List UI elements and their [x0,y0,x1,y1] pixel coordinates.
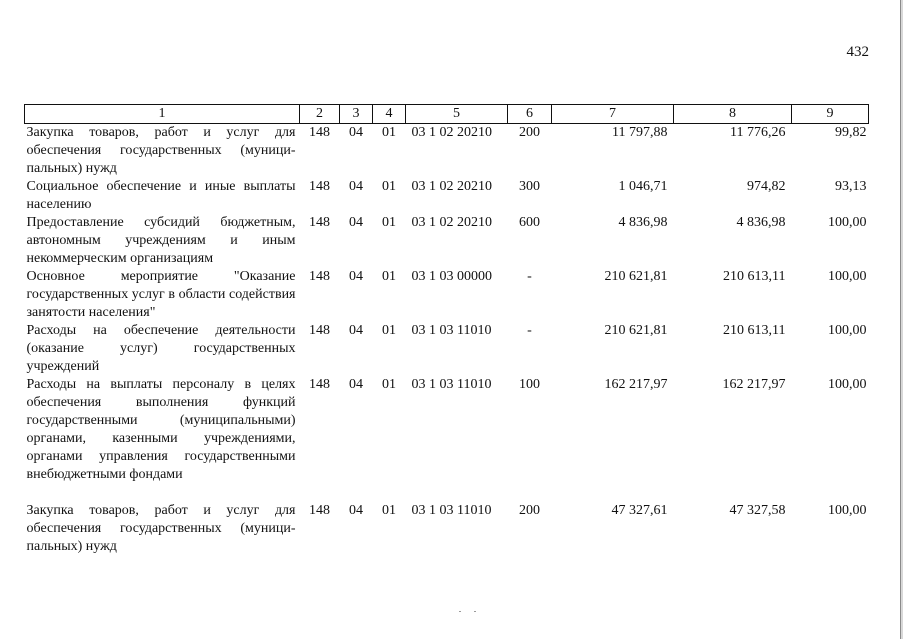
column-header: 6 [508,105,552,124]
expense-type-code: 200 [519,503,540,518]
planned-amount: 1 046,71 [618,179,668,194]
ministry-code: 148 [309,503,330,518]
execution-percent: 100,00 [828,323,867,338]
planned-amount: 11 797,88 [612,125,668,140]
scan-speck [459,611,461,612]
section-code: 04 [349,125,363,140]
execution-percent: 100,00 [828,377,867,392]
section-code: 04 [349,377,363,392]
section-code: 04 [349,215,363,230]
target-article-code: 03 1 03 11010 [411,503,492,518]
column-header: 5 [406,105,508,124]
column-header: 7 [552,105,674,124]
section-code: 04 [349,323,363,338]
budget-execution-table [24,104,869,556]
column-header: 2 [300,105,340,124]
subsection-code: 01 [382,215,396,230]
target-article-code: 03 1 02 20210 [411,179,492,194]
target-article-code: 03 1 02 20210 [411,125,492,140]
planned-amount: 47 327,61 [611,503,668,518]
table-row [25,268,869,322]
column-header: 8 [674,105,792,124]
expense-type-code: - [527,323,532,338]
table-spacer [25,484,869,502]
column-header: 9 [792,105,869,124]
subsection-code: 01 [382,125,396,140]
table-spacer-row [25,484,869,502]
row-description: Закупка товаров, работ и услуг для обеспечения государственных (муници-пальных) нужд [26,125,296,176]
row-description: Расходы на выплаты персоналу в целях обеспечения выполнения функций государственными (муниципальными) органами, казенными учреждениями, органами управления государственными внебюджетными фондами [26,377,296,482]
expense-type-code: 200 [519,125,540,140]
ministry-code: 148 [309,377,330,392]
subsection-code: 01 [382,269,396,284]
table-row [25,124,869,179]
column-header: 3 [340,105,373,124]
expense-type-code: 300 [519,179,540,194]
planned-amount: 4 836,98 [618,215,668,230]
executed-amount: 47 327,58 [729,503,786,518]
execution-percent: 99,82 [835,125,867,140]
execution-percent: 100,00 [828,503,867,518]
subsection-code: 01 [382,323,396,338]
expense-type-code: 600 [519,215,540,230]
executed-amount: 210 613,11 [723,323,786,338]
subsection-code: 01 [382,179,396,194]
target-article-code: 03 1 02 20210 [411,215,492,230]
target-article-code: 03 1 03 11010 [411,377,492,392]
planned-amount: 210 621,81 [604,269,668,284]
table-header-row [25,105,869,124]
page-number: 432 [846,44,869,60]
row-description: Предоставление субсидий бюджетным, автономным учреждениям и иным некоммерческим организациям [26,215,296,266]
row-description: Основное мероприятие "Оказание государственных услуг в области содействия занятости населения" [26,269,296,320]
scan-speck [474,611,476,612]
section-code: 04 [349,503,363,518]
row-description: Социальное обеспечение и иные выплаты населению [26,179,296,212]
column-header: 4 [373,105,406,124]
section-code: 04 [349,269,363,284]
table-row [25,502,869,556]
execution-percent: 100,00 [828,269,867,284]
execution-percent: 100,00 [828,215,867,230]
expense-type-code: - [527,269,532,284]
table-row [25,178,869,214]
ministry-code: 148 [309,215,330,230]
executed-amount: 210 613,11 [723,269,786,284]
section-code: 04 [349,179,363,194]
expense-type-code: 100 [519,377,540,392]
target-article-code: 03 1 03 11010 [411,323,492,338]
planned-amount: 210 621,81 [604,323,668,338]
executed-amount: 4 836,98 [736,215,786,230]
executed-amount: 11 776,26 [730,125,786,140]
ministry-code: 148 [309,125,330,140]
row-description: Закупка товаров, работ и услуг для обеспечения государственных (муници-пальных) нужд [26,503,296,554]
executed-amount: 974,82 [747,179,786,194]
table-row [25,376,869,484]
column-header: 1 [25,105,300,124]
table-row [25,322,869,376]
ministry-code: 148 [309,323,330,338]
table-row [25,214,869,268]
ministry-code: 148 [309,269,330,284]
executed-amount: 162 217,97 [722,377,786,392]
scan-page-edge [900,0,901,639]
target-article-code: 03 1 03 00000 [411,269,492,284]
subsection-code: 01 [382,377,396,392]
execution-percent: 93,13 [835,179,867,194]
subsection-code: 01 [382,503,396,518]
row-description: Расходы на обеспечение деятельности (оказание услуг) государственных учреждений [26,323,296,374]
ministry-code: 148 [309,179,330,194]
planned-amount: 162 217,97 [604,377,668,392]
